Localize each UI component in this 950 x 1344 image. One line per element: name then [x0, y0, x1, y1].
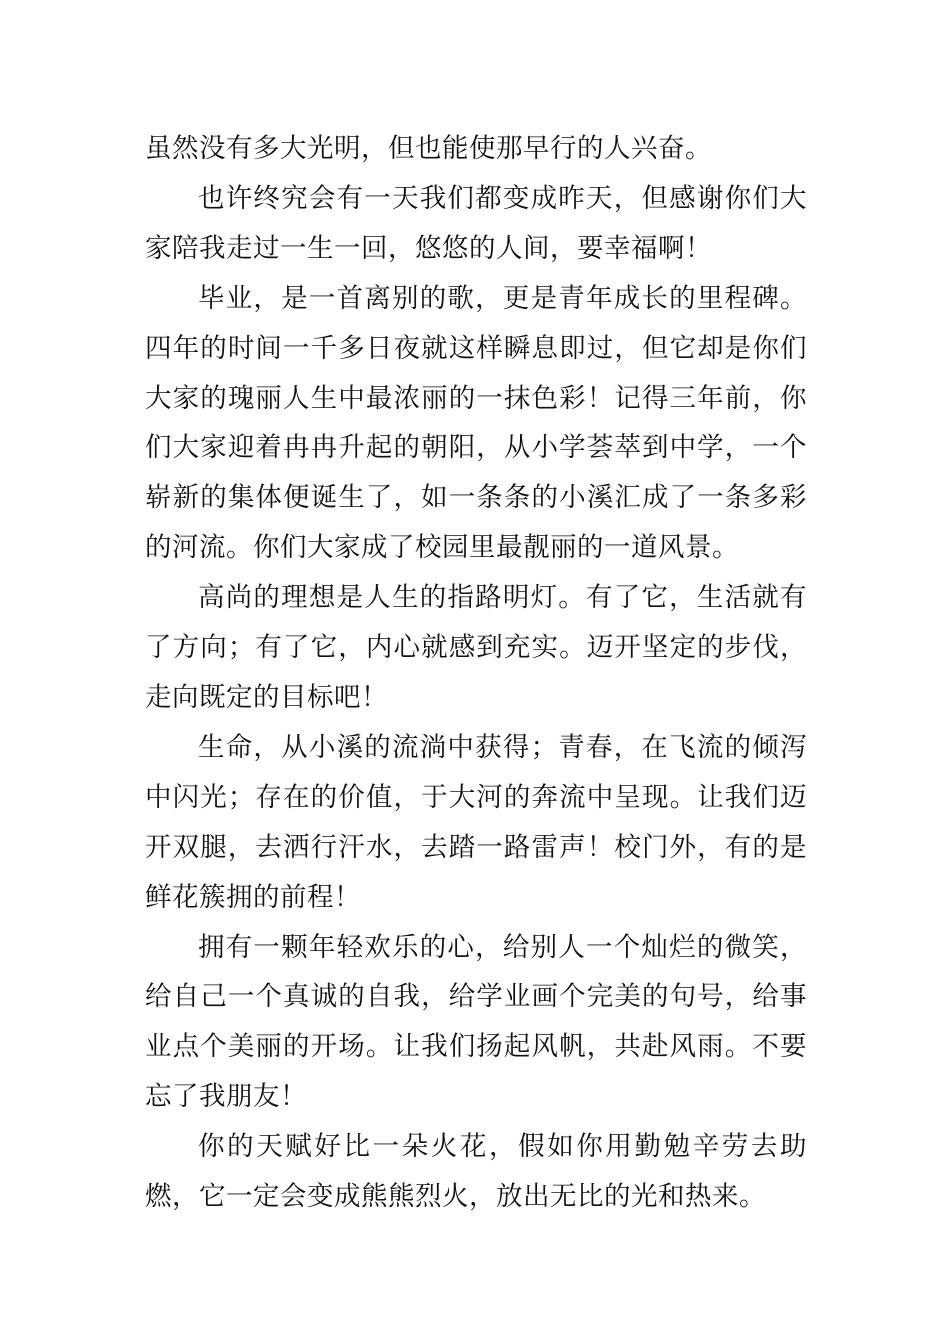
paragraph-continuation: 虽然没有多大光明，但也能使那早行的人兴奋。	[145, 133, 712, 164]
document-body	[145, 124, 807, 1222]
paragraph: 生命，从小溪的流淌中获得；青春，在飞流的倾泻中闪光；存在的价值，于大河的奔流中呈现。让我们迈开双腿，去洒行汗水，去踏一路雷声！校门外，有的是鲜花簇拥的前程！	[145, 731, 807, 913]
paragraph: 你的天赋好比一朵火花，假如你用勤勉辛劳去助燃，它一定会变成熊熊烈火，放出无比的光和热来。	[145, 1131, 807, 1213]
paragraph: 高尚的理想是人生的指路明灯。有了它，生活就有了方向；有了它，内心就感到充实。迈开坚定的步伐，走向既定的目标吧！	[145, 582, 807, 713]
paragraph: 拥有一颗年轻欢乐的心，给别人一个灿烂的微笑，给自己一个真诚的自我，给学业画个完美的句号，给事业点个美丽的开场。让我们扬起风帆，共赴风雨。不要忘了我朋友！	[145, 931, 807, 1113]
paragraph: 毕业，是一首离别的歌，更是青年成长的里程碑。四年的时间一千多日夜就这样瞬息即过，但它却是你们大家的瑰丽人生中最浓丽的一抹色彩！记得三年前，你们大家迎着冉冉升起的朝阳，从小学荟萃到中学，一个崭新的集体便诞生了，如一条条的小溪汇成了一条多彩的河流。你们大家成了校园里最靓丽的一道风景。	[145, 282, 807, 564]
paragraph: 也许终究会有一天我们都变成昨天，但感谢你们大家陪我走过一生一回，悠悠的人间，要幸福啊！	[145, 182, 807, 264]
